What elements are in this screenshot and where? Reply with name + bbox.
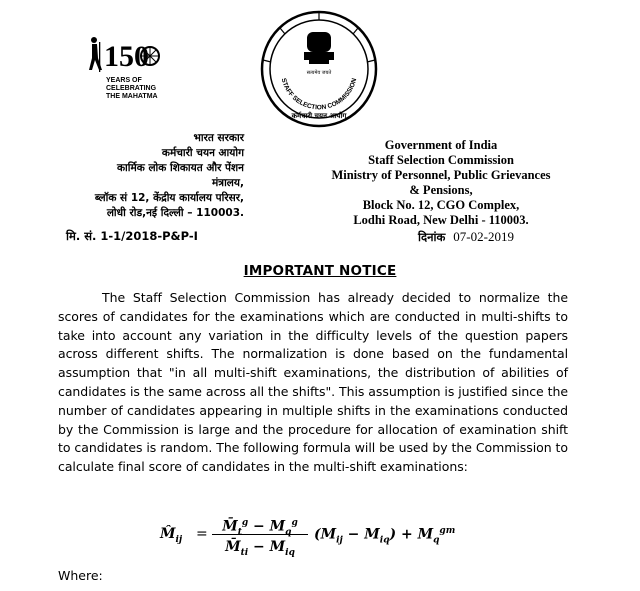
hindi-line: भारत सरकार [193,132,244,144]
english-line: & Pensions, [409,183,473,197]
english-address-block [318,138,564,228]
hindi-address-block [40,131,244,221]
date-label: दिनांक [418,230,446,244]
file-reference-number: मि. सं. 1-1/2018-P&P-I [66,229,198,243]
formula-equals: = [196,526,208,542]
emblem-motto: कर्मचारी चयन आयोग [291,112,347,120]
hindi-line: ब्लॉक सं 12, केंद्रीय कार्यालय परिसर, [94,192,244,204]
english-line: Ministry of Personnel, Public Grievances [331,168,551,182]
hindi-line: मंत्रालय, [212,177,244,189]
ssc-emblem-logo [260,10,378,128]
notice-body-paragraph: The Staff Selection Commission has already decided to normalize the scores of candidates for the examinations which are conducted in multi-shifts to take into account any variation in the difficulty levels of the question papers across different shifts. The normalization is done based on the fundamental assumption that "in all multi-shift examinations, the distribution of abilities of candidates is the same across all the shifts". This assumption is justified since the number of candidates appearing in multiple shifts in the examinations conducted by the Commission is large and the procedure for allocation of examination shift to candidates is random. The following formula will be used by the Commission to calculate final score of candidates in the multi-shift examinations: [58,290,568,475]
logo-number: 150 [104,40,149,73]
where-label: Where: [58,568,103,583]
formula-rhs: $(M_{ij} - M_{iq}) + M_q^{gm}$ [314,526,456,546]
english-line: Government of India [384,138,498,152]
english-line: Staff Selection Commission [368,153,514,167]
emblem-motto-top: सत्यमेव जयते [306,70,332,76]
logo-caption-3: THE MAHATMA [106,93,158,100]
hindi-line: लोधी रोड,नई दिल्ली – 110003. [106,207,244,219]
hindi-line: कार्मिक लोक शिकायत और पेंशन [116,162,244,174]
logo-caption-2: CELEBRATING [106,85,157,92]
hindi-line: कर्मचारी चयन आयोग [161,147,244,159]
formula-fraction: $M̄_t^g - M_q^g$ $M̄_{ti} - M_{iq}$ [212,513,308,557]
normalization-formula [160,513,460,563]
notice-date [418,229,514,245]
emblem-ring-text: STAFF SELECTION COMMISSION [279,77,359,112]
notice-title: IMPORTANT NOTICE [243,263,397,279]
gandhi-150-logo [84,36,168,106]
formula-lhs: $M̂_{ij}$ [160,526,183,545]
logo-caption-1: YEARS OF [106,77,142,84]
english-line: Block No. 12, CGO Complex, [362,198,520,212]
date-value: 07-02-2019 [453,229,514,244]
english-line: Lodhi Road, New Delhi - 110003. [353,213,529,227]
